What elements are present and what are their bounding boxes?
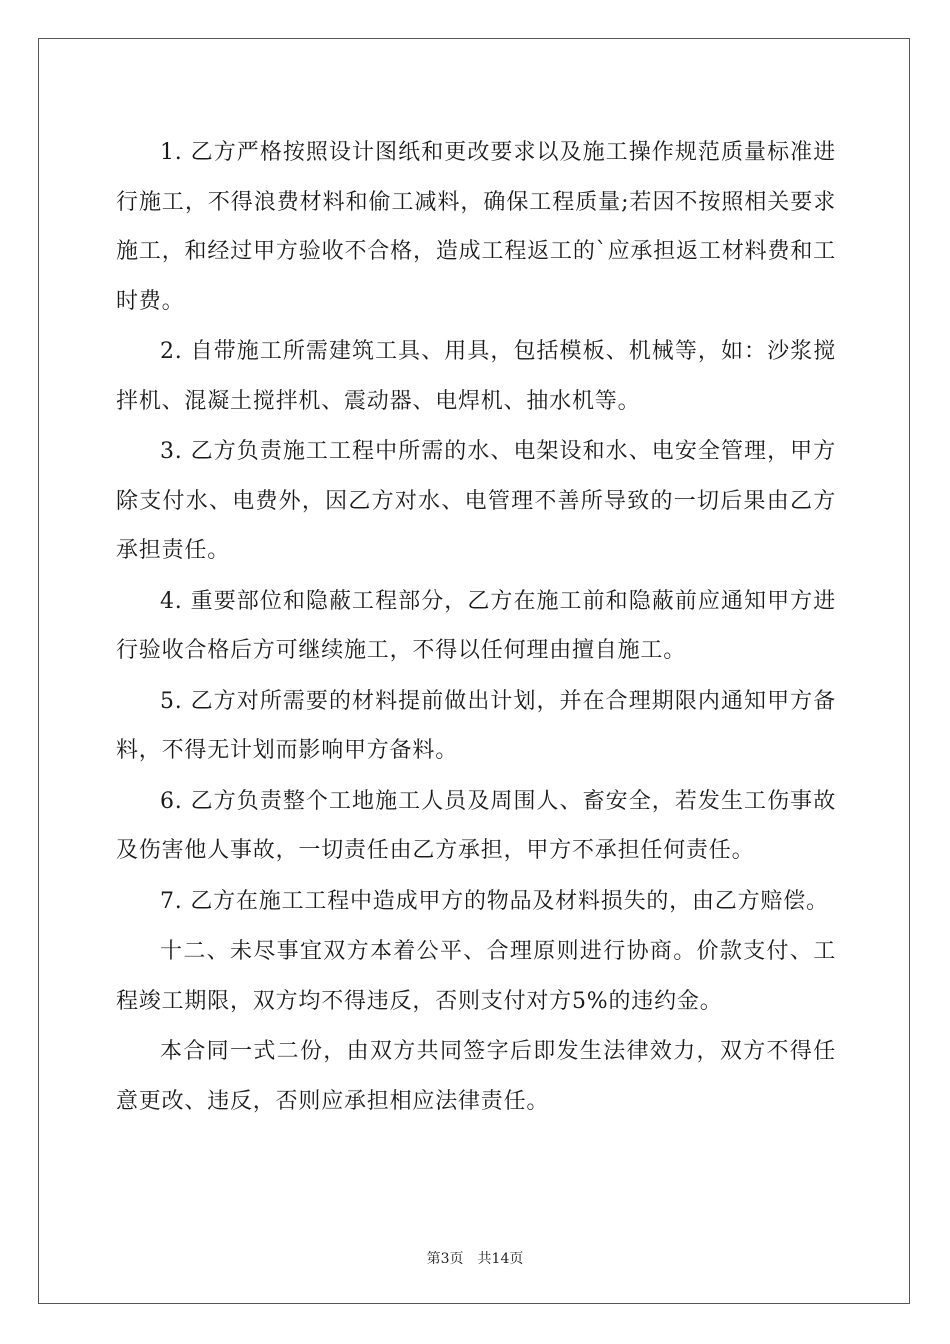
clause-6: 6. 乙方负责整个工地施工人员及周围人、畜安全，若发生工伤事故及伤害他人事故，一切责任由乙方承担，甲方不承担任何责任。 — [116, 788, 836, 863]
clause-1: 1. 乙方严格按照设计图纸和更改要求以及施工操作规范质量标准进行施工，不得浪费材料和偷工减料，确保工程质量;若因不按照相关要求施工，和经过甲方验收不合格，造成工程返工的`应承担返工材料费和工时费。 — [116, 140, 836, 314]
clause-2: 2. 自带施工所需建筑工具、用具，包括模板、机械等，如：沙浆搅拌机、混凝土搅拌机、震动器、电焊机、抽水机等。 — [116, 339, 836, 414]
document-body — [116, 128, 836, 1127]
page-number: 第3页 — [426, 1251, 464, 1267]
clause-3: 3. 乙方负责施工工程中所需的水、电架设和水、电安全管理，甲方除支付水、电费外，因乙方对水、电管理不善所导致的一切后果由乙方承担责任。 — [116, 439, 836, 563]
clause-7: 7. 乙方在施工工程中造成甲方的物品及材料损失的，由乙方赔偿。 — [160, 888, 829, 914]
clause-4: 4. 重要部位和隐蔽工程部分，乙方在施工前和隐蔽前应通知甲方进行验收合格后方可继续施工，不得以任何理由擅自施工。 — [116, 588, 836, 663]
section-twelve: 十二、未尽事宜双方本着公平、合理原则进行协商。价款支付、工程竣工期限，双方均不得违反，否则支付对方5%的违约金。 — [116, 939, 836, 1014]
clause-5: 5. 乙方对所需要的材料提前做出计划，并在合理期限内通知甲方备料，不得无计划而影响甲方备料。 — [116, 688, 836, 763]
page-total: 共14页 — [477, 1251, 524, 1267]
contract-copies-clause: 本合同一式二份，由双方共同签字后即发生法律效力，双方不得任意更改、违反，否则应承担相应法律责任。 — [116, 1039, 836, 1114]
page-footer — [0, 1248, 950, 1268]
